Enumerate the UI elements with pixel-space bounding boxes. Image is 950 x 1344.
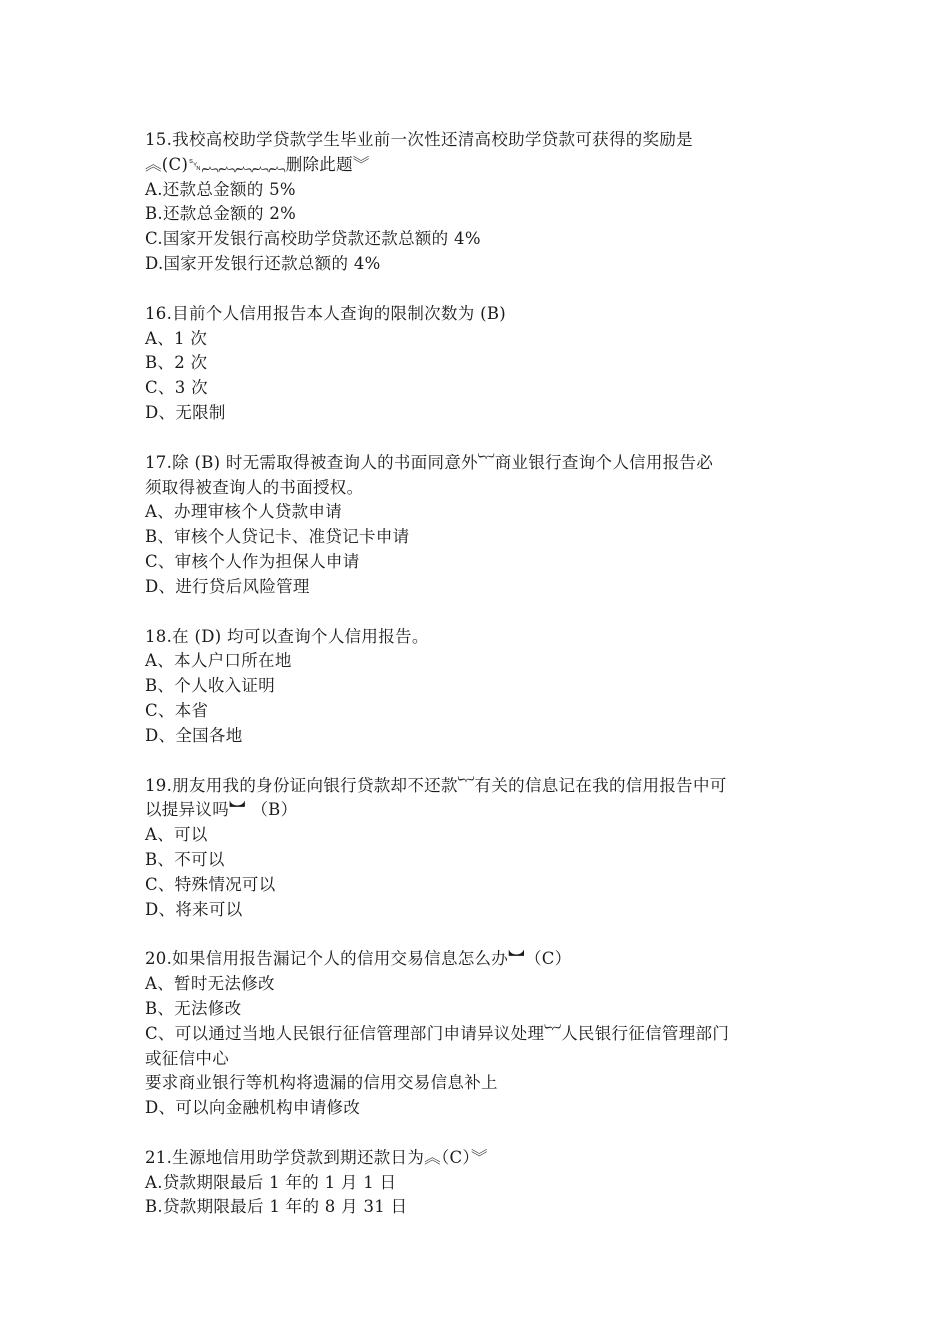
question-stem: 18.在 (D) 均可以查询个人信用报告。 [145,626,429,646]
option-d: D.国家开发银行还款总额的 4% [145,253,381,273]
question-stem: 20.如果信用报告漏记个人的信用交易信息怎么办︼（C） [145,949,572,969]
option-a: A、1 次 [145,328,208,348]
option-c: C.国家开发银行高校助学贷款还款总额的 4% [145,229,481,249]
question-19 [145,774,815,923]
option-c: C、3 次 [145,378,208,398]
option-c: C、可以通过当地人民银行征信管理部门申请异议处理︸人民银行征信管理部门 [145,1023,730,1043]
option-c-continued: 或征信中心 [145,1048,229,1068]
option-b: B、审核个人贷记卡、准贷记卡申请 [145,527,410,547]
question-list [145,128,815,1245]
option-a: A、暂时无法修改 [145,974,275,994]
question-17 [145,451,815,600]
option-b: B、个人收入证明 [145,676,276,696]
option-a: A.还款总金额的 5% [145,179,296,199]
option-d: D、可以向金融机构申请修改 [145,1098,361,1118]
question-21 [145,1146,815,1220]
option-b: B、不可以 [145,849,225,869]
question-18 [145,625,815,749]
option-d: D、进行贷后风险管理 [145,576,310,596]
option-b: B、无法修改 [145,998,242,1018]
question-stem: 21.生源地信用助学贷款到期还款日为︽（C）︾ [145,1147,488,1167]
option-d: D、无限制 [145,402,226,422]
option-d: D、全国各地 [145,725,243,745]
question-15 [145,128,815,277]
question-16 [145,302,815,426]
question-stem: 须取得被查询人的书面授权。 [145,477,364,497]
option-b: B、2 次 [145,353,208,373]
option-d: D、将来可以 [145,899,243,919]
question-stem: 16.目前个人信用报告本人查询的限制次数为 (B) [145,303,506,323]
option-b: B.贷款期限最后 1 年的 8 月 31 日 [145,1197,408,1217]
question-stem: 以提异议吗︼ （B） [145,800,298,820]
option-c-continued: 要求商业银行等机构将遗漏的信用交易信息补上 [145,1073,498,1093]
option-c: C、特殊情况可以 [145,874,276,894]
option-a: A、可以 [145,825,208,845]
option-a: A、办理审核个人贷款申请 [145,502,343,522]
question-stem: 19.朋友用我的身份证向银行贷款却不还款︸有关的信息记在我的信用报告中可 [145,775,727,795]
question-stem: 15.我校高校助学贷款学生毕业前一次性还清高校助学贷款可获得的奖励是 [145,130,693,149]
option-b: B.还款总金额的 2% [145,204,297,224]
question-stem: ︽(C)␖︷︷︷︷︷删除此题︾ [145,154,370,174]
option-c: C、审核个人作为担保人申请 [145,551,360,571]
option-a: A.贷款期限最后 1 年的 1 月 1 日 [145,1172,397,1192]
option-a: A、本人户口所在地 [145,651,292,671]
option-c: C、本省 [145,700,209,720]
question-20 [145,947,815,1121]
question-stem: 17.除 (B) 时无需取得被查询人的书面同意外︸商业银行查询个人信用报告必 [145,452,714,472]
